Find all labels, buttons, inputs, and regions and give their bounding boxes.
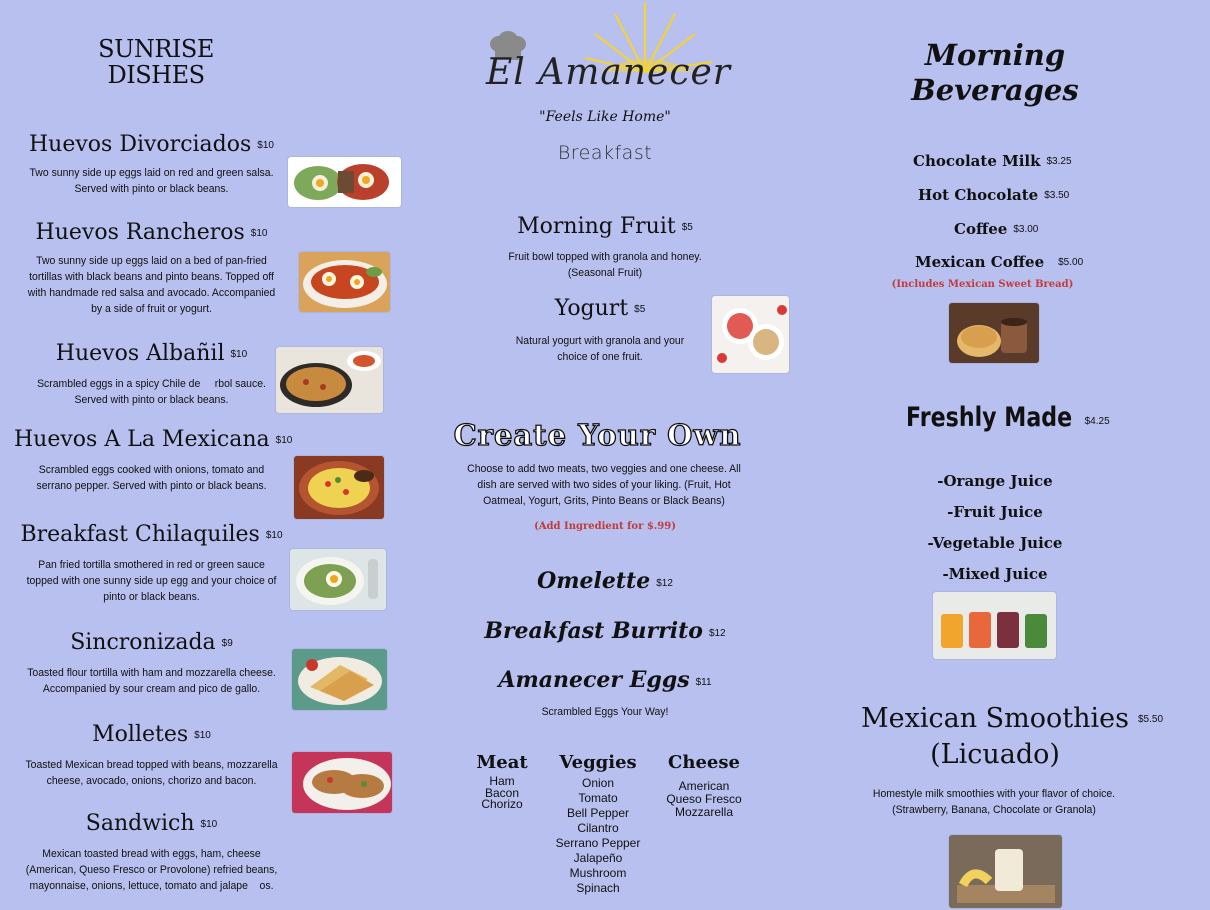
morning-beverages-title (880, 38, 1110, 108)
list-item: Jalapeño (573, 851, 623, 865)
item-morning-fruit (470, 214, 740, 281)
smoothies-description: Homestyle milk smoothies with your flavor of choice. (Strawberry, Banana, Chocolate or Granola) (872, 788, 1116, 816)
juice-item: -Vegetable Juice (927, 534, 1063, 552)
smoothies-title-line-2: (Licuado) (930, 739, 1060, 770)
column-title: Meat (476, 752, 528, 773)
photo-mexican-coffee (949, 303, 1039, 363)
beverage-price: $3.00 (1013, 224, 1039, 235)
item-name: Omelette (537, 568, 651, 594)
beverage-name: Chocolate Milk (913, 152, 1041, 170)
ingredient-column-veggies (545, 752, 651, 896)
photo-breakfast-chilaquiles (290, 549, 386, 610)
dish-description: Toasted flour tortilla with ham and mozzarella cheese. Accompanied by sour cream and pico de gallo. (27, 667, 276, 695)
dish-huevos-divorciados (14, 132, 289, 197)
photo-yogurt (712, 296, 789, 373)
list-item: Serrano Pepper (555, 836, 641, 850)
ingredient-column-cheese (658, 752, 750, 819)
item-amanecer-eggs (470, 667, 740, 693)
dish-price: $10 (200, 818, 218, 830)
item-price: $5 (681, 221, 693, 233)
dish-huevos-rancheros (14, 220, 289, 317)
dish-price: $10 (265, 529, 283, 541)
dish-breakfast-chilaquiles (14, 522, 289, 605)
item-yogurt (490, 296, 710, 365)
dish-name: Sandwich (85, 811, 195, 836)
beverage-name: Mexican Coffee (915, 253, 1045, 271)
juice-item: -Fruit Juice (947, 503, 1043, 521)
freshly-made-price: $4.25 (1084, 416, 1110, 427)
tagline: "Feels Like Home" (539, 109, 671, 125)
photo-smoothies (949, 835, 1062, 908)
juice-list (900, 466, 1090, 590)
dish-name: Huevos Albañil (55, 341, 225, 366)
list-item: Tomato (578, 791, 618, 805)
item-name: Breakfast Burrito (484, 618, 703, 644)
breakfast-subtitle: Breakfast (557, 142, 653, 164)
juice-item: -Orange Juice (937, 472, 1053, 490)
dish-description: Scrambled eggs in a spicy Chile de rbol sauce. Served with pinto or black beans. (37, 378, 269, 406)
smoothies-title (860, 701, 1130, 773)
column-title: Veggies (559, 752, 637, 773)
dish-huevos-albanil (14, 341, 289, 408)
dish-description: Scrambled eggs cooked with onions, tomato and serrano pepper. Served with pinto or black beans. (36, 464, 267, 492)
beverage-price: $3.50 (1044, 190, 1070, 201)
item-description: Fruit bowl topped with granola and honey. (Seasonal Fruit) (508, 251, 702, 279)
smoothies-title-line-1: Mexican Smoothies (861, 703, 1129, 734)
title-line-2: Beverages (911, 73, 1079, 107)
item-price: $12 (708, 628, 726, 639)
list-item: Mozzarella (674, 805, 734, 819)
smoothies-price: $5.50 (1138, 714, 1164, 725)
dish-description: Two sunny side up eggs laid on a bed of pan-fried tortillas with black beans and pinto beans. Topped off with handmade red salsa and avocado. Accompanied by a side of fruit or yogurt. (27, 255, 276, 315)
list-item: Cilantro (577, 821, 619, 835)
item-breakfast-burrito (470, 618, 740, 644)
photo-molletes (292, 752, 392, 813)
list-item: Chorizo (481, 797, 523, 811)
dish-description: Two sunny side up eggs laid on red and green salsa. Served with pinto or black beans. (29, 167, 274, 195)
photo-juices (933, 592, 1056, 659)
dish-price: $10 (257, 139, 274, 151)
item-price: $5 (634, 303, 646, 315)
beverage-name: Coffee (954, 220, 1008, 238)
freshly-made-title: Freshly Made (906, 402, 1073, 433)
freshly-made-title-row (906, 402, 1110, 433)
beverage-chocolate-milk (913, 151, 1072, 170)
list-item: Mushroom (569, 866, 627, 880)
dish-name: Huevos Rancheros (35, 220, 245, 245)
title-line-1: SUNRISE (98, 35, 214, 63)
photo-huevos-a-la-mexicana (294, 456, 384, 519)
item-name: Morning Fruit (517, 214, 676, 239)
create-your-own-title: Create Your Own (453, 418, 742, 452)
dish-description: Mexican toasted bread with eggs, ham, cheese (American, Queso Fresco or Provolone) refried beans, mayonnaise, onions, lettuce, tomato and jalape os. (25, 848, 281, 892)
title-line-2: DISHES (107, 61, 205, 89)
dish-price: $9 (221, 637, 233, 649)
beverage-name: Hot Chocolate (918, 186, 1039, 204)
dish-price: $10 (275, 434, 293, 446)
dish-name: Molletes (92, 722, 189, 747)
dish-name: Sincronizada (70, 630, 216, 655)
dish-price: $10 (194, 729, 211, 741)
add-ingredient-note: (Add Ingredient for $.99) (534, 521, 676, 532)
dish-huevos-a-la-mexicana (14, 427, 293, 494)
dish-description: Pan fried tortilla smothered in red or green sauce topped with one sunny side up egg and your choice of pinto or black beans. (26, 559, 277, 603)
dish-price: $10 (250, 227, 268, 239)
photo-sincronizada (292, 649, 387, 710)
list-item: Ham (489, 774, 515, 788)
dish-sincronizada (14, 630, 289, 697)
title-line-1: Morning (924, 38, 1066, 72)
dish-name: Huevos Divorciados (29, 132, 252, 157)
beverage-hot-chocolate (918, 185, 1069, 204)
list-item: Bacon (484, 785, 520, 800)
juice-item: -Mixed Juice (942, 565, 1048, 583)
logo-text: El Amanecer (486, 52, 731, 93)
amanecer-eggs-description: Scrambled Eggs Your Way! (541, 706, 669, 718)
item-name: Amanecer Eggs (498, 667, 690, 693)
list-item: Bell Pepper (566, 806, 630, 820)
item-description: Natural yogurt with granola and your choice of one fruit. (515, 335, 685, 363)
column-title: Cheese (668, 752, 740, 773)
beverage-coffee (954, 219, 1038, 238)
photo-huevos-rancheros (299, 252, 390, 312)
list-item: Queso Fresco (666, 792, 742, 806)
item-price: $11 (695, 677, 712, 688)
logo (480, 0, 731, 105)
dish-description: Toasted Mexican bread topped with beans, mozzarella cheese, avocado, onions, chorizo and bacon. (25, 759, 278, 787)
item-omelette (480, 568, 730, 594)
list-item: American (678, 779, 730, 793)
mexican-coffee-note: (Includes Mexican Sweet Bread) (891, 279, 1074, 290)
dish-sandwich (14, 811, 289, 894)
list-item: Onion (581, 776, 615, 790)
beverage-price: $3.25 (1046, 156, 1072, 167)
dish-price: $10 (230, 348, 248, 360)
photo-huevos-divorciados (288, 157, 401, 207)
dish-name: Breakfast Chilaquiles (20, 522, 260, 547)
beverage-mexican-coffee (915, 252, 1083, 271)
dish-molletes (14, 722, 289, 789)
photo-huevos-albanil (276, 347, 383, 413)
list-item: Spinach (576, 881, 620, 895)
ingredient-column-meat (466, 752, 538, 811)
sunrise-dishes-title (80, 36, 232, 88)
item-name: Yogurt (554, 296, 629, 321)
item-price: $12 (656, 578, 673, 589)
create-your-own-description: Choose to add two meats, two veggies and one cheese. All dish are served with two sides of your liking. (Fruit, Hot Oatmeal, Yogurt, Grits, Pinto Beans or Black Beans) (467, 463, 741, 507)
dish-name: Huevos A La Mexicana (14, 427, 270, 452)
beverage-price: $5.00 (1058, 257, 1084, 268)
